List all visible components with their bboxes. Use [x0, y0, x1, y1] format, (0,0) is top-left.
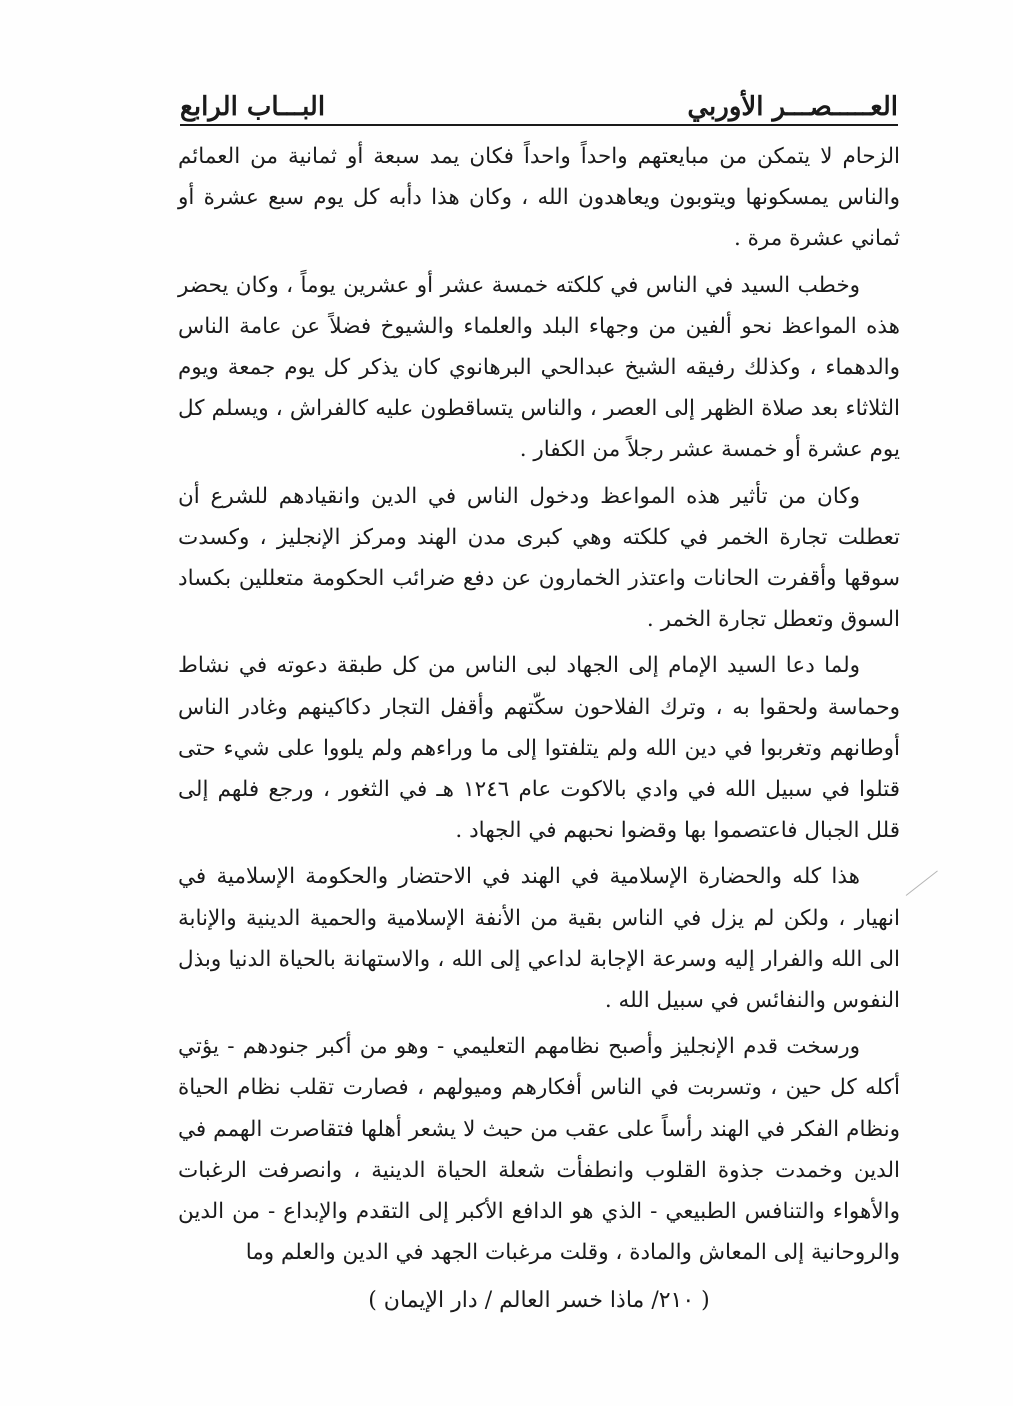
header-chapter-title: البـــاب الرابع: [180, 92, 326, 122]
paragraph-6: ورسخت قدم الإنجليز وأصبح نظامهم التعليمي - وهو من أكبر جنودهم - يؤتي أكله كل حين ، وتسربت في الناس أفكارهم وميولهم ، فصارت تقلب نظام الحياة ونظام الفكر في الهند رأساً على عقب من حيث لا يشعر أهلها فتقاصرت الهمم في الدين وخمدت جذوة القلوب وانطفأت شعلة الحياة الدينية ، وانصرفت الرغبات والأهواء والتنافس الطبيعي - الذي هو الدافع الأكبر إلى التقدم والإبداع - من الدين والروحانية إلى المعاش والمادة ، وقلت مرغبات الجهد في الدين والعلم وما: [178, 1034, 900, 1266]
paragraph-4: ولما دعا السيد الإمام إلى الجهاد لبى الناس من كل طبقة دعوته في نشاط وحماسة ولحقوا به ، وترك الفلاحون سكّتهم وأقفل التجار دكاكينهم وغادر الناس أوطانهم وتغربوا في دين الله ولم يتلفتوا إلى ما وراءهم ولم يلووا على شيء حتى قتلوا في سبيل الله في وادي بالاكوت عام ١٢٤٦ هـ في الثغور ، ورجع فلهم إلى قلل الجبال فاعتصموا بها وقضوا نحبهم في الجهاد .: [178, 653, 900, 844]
scan-margin-mark: [906, 870, 938, 895]
page-body: [178, 136, 900, 1278]
header-section-title: العـــــصـــر الأوربي: [687, 92, 898, 122]
paragraph-1: الزحام لا يتمكن من مبايعتهم واحداً واحداً فكان يمد سبعة أو ثمانية من العمائم والناس يمسكونها ويتوبون ويعاهدون الله ، وكان هذا دأبه كل يوم سبع عشرة أو ثماني عشرة مرة .: [178, 144, 900, 252]
paragraph-3: وكان من تأثير هذه المواعظ ودخول الناس في الدين وانقيادهم للشرع أن تعطلت تجارة الخمر في كلكته وهي كبرى مدن الهند ومركز الإنجليز ، وكسدت سوقها وأقفرت الحانات واعتذر الخمارون عن دفع ضرائب الحكومة متعللين بكساد السوق وتعطل تجارة الخمر .: [178, 483, 900, 633]
paragraph-5: هذا كله والحضارة الإسلامية في الهند في الاحتضار والحكومة الإسلامية في انهيار ، ولكن لم يزل في الناس بقية من الأنفة الإسلامية والحمية الدينية والإنابة الى الله والفرار إليه وسرعة الإجابة لداعي إلى الله ، والاستهانة بالحياة الدنيا وبذل النفوس والنفائس في سبيل الله .: [178, 864, 900, 1014]
header-divider: [180, 124, 898, 126]
running-header: [180, 78, 898, 122]
page-footer: ( ٢١٠/ ماذا خسر العالم / دار الإيمان ): [368, 1288, 710, 1313]
paragraph-2: وخطب السيد في الناس في كلكته خمسة عشر أو عشرين يوماً ، وكان يحضر هذه المواعظ نحو ألفين من وجهاء البلد والعلماء والشيوخ فضلاً عن عامة الناس والدهماء ، وكذلك رفيقه الشيخ عبدالحي البرهانوي كان يذكر كل يوم جمعة ويوم الثلاثاء بعد صلاة الظهر إلى العصر ، والناس يتساقطون عليه كالفراش ، ويسلم كل يوم عشرة أو خمسة عشر رجلاً من الكفار .: [178, 272, 900, 463]
